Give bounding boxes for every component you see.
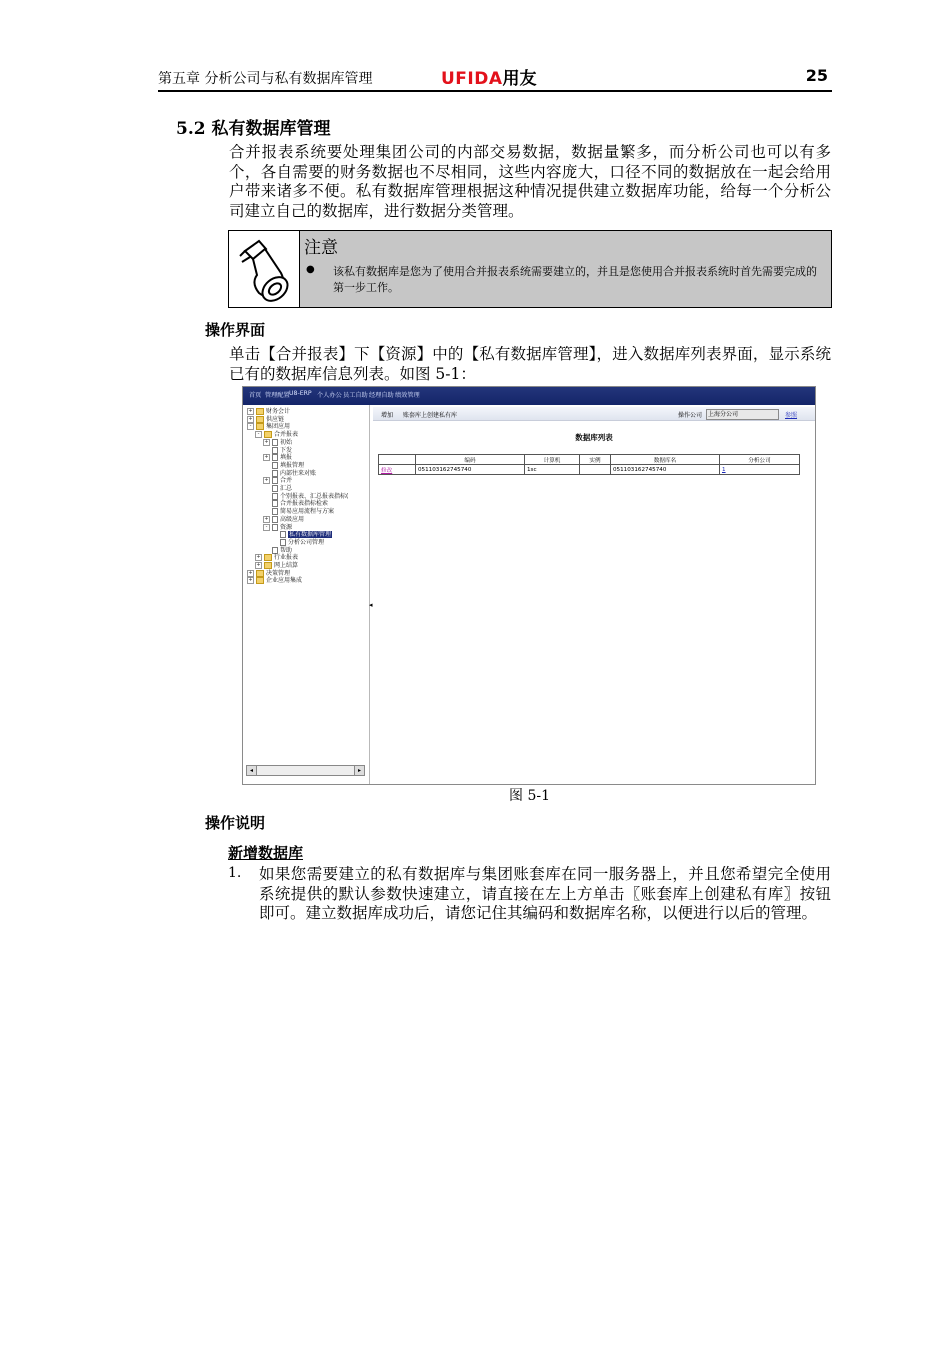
list-title: 数据库列表	[575, 433, 613, 442]
tree-item-label: 私有数据库管理	[289, 531, 332, 539]
list-item-text: 如果您需要建立的私有数据库与集团账套库在同一服务器上，并且您希望完全使用系统提供的默认参数快速建立，请直接在左上方单击〖账套库上创建私有库〗按钮即可。建立数据库成功后，请您记住其编码和数据库名称，以便进行以后的管理。	[259, 865, 831, 923]
create-private-db-button[interactable]: 账套库上创建私有库	[403, 412, 458, 419]
note-text: 该私有数据库是您为了使用合并报表系统需要建立的，并且是您使用合并报表系统时首先需要完成的第一步工作。	[333, 265, 817, 294]
collapse-arrow-icon[interactable]: ◂	[369, 601, 373, 609]
ufida-logo: UFIDA用友	[441, 69, 537, 89]
document-icon	[272, 516, 278, 523]
folder-icon	[264, 562, 272, 569]
tree-item-label: 分析公司管理	[288, 538, 325, 546]
table-row	[379, 465, 800, 475]
ops-subheading: 新增数据库	[228, 844, 304, 862]
folder-icon	[264, 554, 272, 561]
ops-heading: 操作说明	[205, 814, 266, 832]
tree-item-label: 资源	[280, 523, 293, 531]
scroll-right-icon[interactable]: ▸	[354, 766, 364, 775]
tree-item-label: 高级应用	[280, 515, 305, 523]
note-body	[300, 231, 831, 307]
folder-icon	[256, 416, 264, 423]
expand-icon[interactable]: +	[264, 438, 269, 445]
folder-icon	[256, 408, 264, 415]
document-icon	[280, 539, 286, 546]
bell-icon	[229, 231, 301, 307]
folder-icon	[264, 431, 272, 438]
main-panel	[373, 405, 815, 784]
expand-icon[interactable]: +	[248, 415, 253, 422]
col-header: 计算机	[525, 455, 580, 465]
cell-code: 051103162745740	[416, 465, 525, 475]
tree-item-label: 汇总	[280, 485, 293, 492]
tree-item-label: 内部往来对账	[280, 469, 317, 477]
tree-item-label: 网上结算	[274, 562, 299, 569]
folder-icon	[256, 577, 264, 584]
tree-item[interactable]	[247, 577, 302, 585]
company-label: 操作公司	[678, 412, 703, 419]
expand-icon[interactable]: +	[256, 562, 261, 568]
document-icon	[272, 454, 278, 461]
chapter-title: 第五章 分析公司与私有数据库管理	[158, 71, 373, 87]
bullet-icon: ●	[306, 264, 315, 275]
tree-item-label: 财务会计	[266, 408, 291, 415]
collapse-icon[interactable]: -	[247, 423, 254, 430]
document-icon	[272, 547, 278, 554]
tree-item-label: 企业应用集成	[266, 577, 303, 585]
tree-item-label: 初始	[280, 438, 293, 446]
col-header: 数据库名	[611, 455, 720, 465]
col-header: 实例	[580, 455, 611, 465]
tree-item-label: 简易应用流程与方案	[280, 508, 335, 516]
nav-item[interactable]: 首页	[249, 392, 262, 399]
nav-item[interactable]: 绩效管理	[395, 392, 420, 399]
nav-tree	[243, 405, 370, 784]
tree-item-label: 供应链	[266, 415, 285, 423]
expand-icon[interactable]: +	[264, 477, 269, 484]
expand-icon[interactable]: +	[264, 515, 269, 522]
ui-heading: 操作界面	[205, 321, 266, 339]
cell-dbname: 051103162745740	[611, 465, 720, 475]
tree-item-label: 个别报表、汇总报表指标(	[280, 492, 349, 500]
document-icon	[272, 439, 278, 446]
document-icon	[272, 524, 278, 531]
scroll-left-icon[interactable]: ◂	[247, 766, 257, 775]
reference-link[interactable]: 参照	[785, 412, 798, 419]
intro-paragraph: 合并报表系统要处理集团公司的内部交易数据，数据量繁多，而分析公司也可以有多个，各自需要的财务数据也不尽相同，这些内容庞大，口径不同的数据放在一起会给用户带来诸多不便。私有数据库管理根据这种情况提供建立数据库功能，给每一个分析公司建立自己的数据库，进行数据分类管理。	[229, 143, 831, 220]
col-header	[379, 455, 416, 465]
toolbar	[373, 407, 815, 421]
document-icon	[272, 500, 278, 507]
list-number: 1.	[228, 865, 242, 881]
document-icon	[272, 470, 278, 477]
tree-item-label: 帮助	[280, 546, 293, 554]
collapse-icon[interactable]: -	[255, 431, 262, 438]
tree-item-label: 下发	[280, 446, 293, 454]
collapse-icon[interactable]: -	[263, 524, 270, 531]
tree-item-label: 填报管理	[280, 461, 305, 469]
tree-item-label: 填报	[280, 454, 293, 462]
page-number: 25	[805, 66, 828, 85]
company-select[interactable]: 上海分公司	[706, 409, 779, 420]
nav-item[interactable]: 经理自助	[369, 392, 394, 399]
document-icon	[272, 462, 278, 469]
document-icon	[280, 531, 286, 538]
page-header	[158, 64, 832, 92]
table-header-row	[379, 455, 800, 465]
edit-link[interactable]: 修改	[379, 465, 416, 475]
tree-item-label: 行业报表	[274, 554, 299, 562]
folder-icon	[256, 570, 264, 577]
tree-item-label: 合并报表指标检索	[280, 500, 329, 508]
col-header: 编码	[416, 455, 525, 465]
tree-hscrollbar[interactable]	[246, 765, 365, 776]
tree-item-label: 合并报表	[274, 431, 299, 439]
app-screenshot	[242, 386, 816, 785]
document-icon	[272, 477, 278, 484]
document-icon	[272, 447, 278, 454]
expand-icon[interactable]: +	[248, 577, 253, 584]
expand-icon[interactable]: +	[248, 408, 253, 414]
col-header: 分析公司	[720, 455, 800, 465]
add-button[interactable]: 增加	[381, 412, 394, 419]
db-table	[378, 454, 800, 475]
document-icon	[272, 493, 278, 500]
cell-computer: 1sc	[525, 465, 580, 475]
cell-company[interactable]: 1	[720, 465, 800, 475]
figure-caption: 图 5-1	[509, 788, 550, 804]
expand-icon[interactable]: +	[256, 554, 261, 561]
folder-icon	[256, 423, 264, 430]
nav-item[interactable]: 个人办公	[317, 392, 342, 399]
document-icon	[272, 485, 278, 492]
document-icon	[272, 508, 278, 515]
note-title: 注意	[304, 238, 338, 258]
expand-icon[interactable]: +	[264, 454, 269, 461]
nav-item[interactable]: U8-ERP	[289, 390, 312, 397]
tree-item-label: 集团应用	[266, 423, 291, 431]
note-box	[228, 230, 832, 308]
nav-item[interactable]: 管理配置	[265, 392, 290, 399]
top-nav	[243, 387, 815, 405]
nav-item[interactable]: 员工自助	[343, 392, 368, 399]
cell-instance	[580, 465, 611, 475]
ui-paragraph: 单击【合并报表】下【资源】中的【私有数据库管理】，进入数据库列表界面，显示系统已有的数据库信息列表。如图 5-1：	[229, 345, 831, 383]
tree-item-label: 决策管理	[266, 569, 291, 577]
expand-icon[interactable]: +	[248, 569, 253, 576]
section-title: 5.2 私有数据库管理	[176, 119, 331, 139]
tree-item-label: 合并	[280, 477, 293, 485]
